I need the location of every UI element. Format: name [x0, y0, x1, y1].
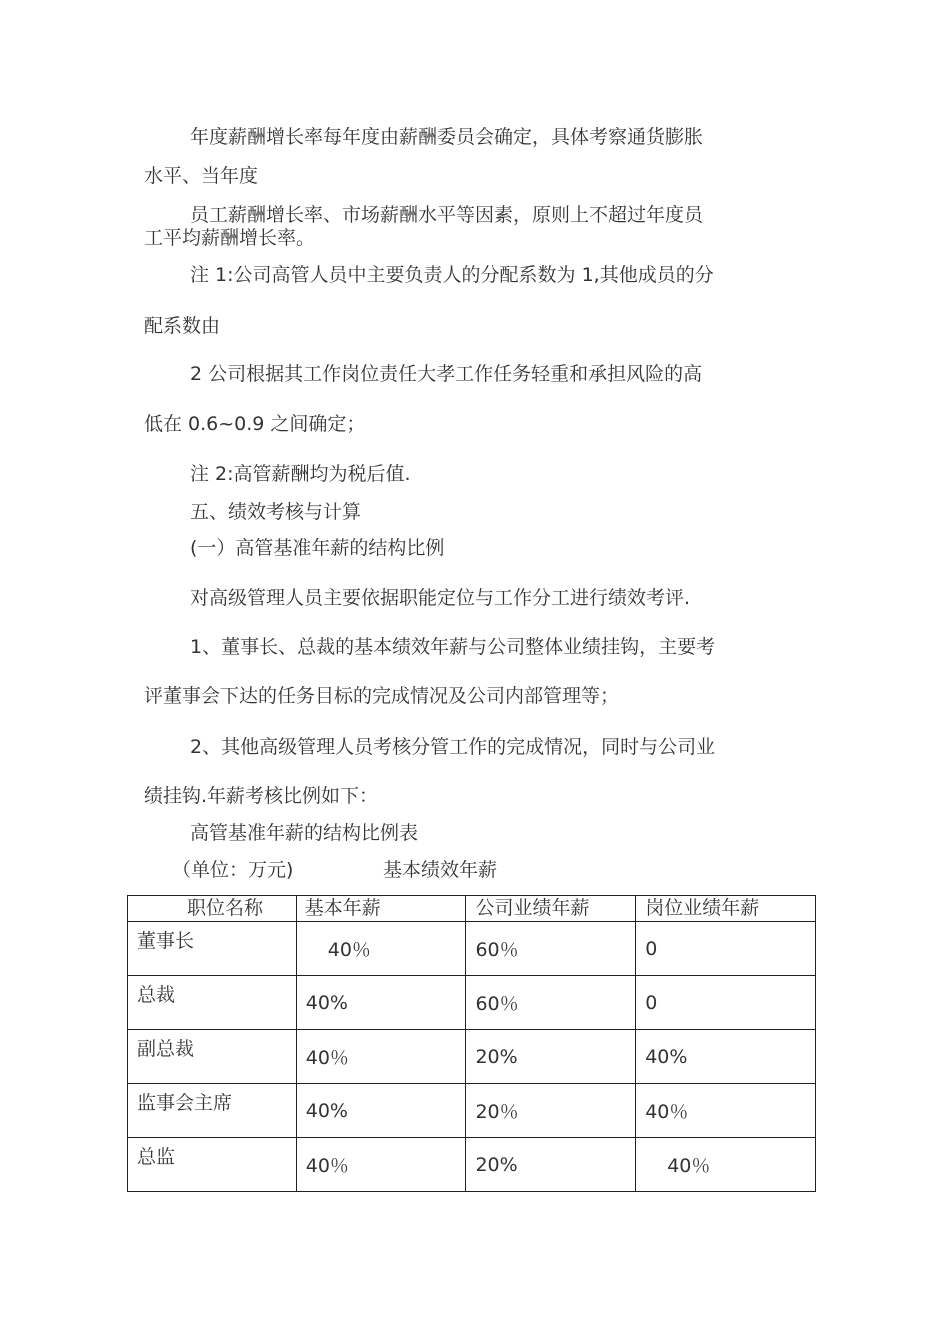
- paragraph-line: 水平、当年度: [144, 165, 259, 187]
- note-2-line: 注 2:高管薪酬均为税后值.: [190, 463, 411, 485]
- table-row: [128, 1084, 816, 1138]
- cell-base: 40％: [296, 1138, 466, 1192]
- cell-company: 20%: [466, 1030, 636, 1084]
- header-position: 职位名称: [128, 896, 297, 922]
- cell-position: 董事长: [128, 922, 297, 976]
- table-row: [128, 1138, 816, 1192]
- header-base-salary: 基本年薪: [296, 896, 466, 922]
- cell-company: 60％: [466, 922, 636, 976]
- subsection-heading: (一）高管基准年薪的结构比例: [190, 537, 445, 559]
- section-heading: 五、绩效考核与计算: [190, 501, 362, 523]
- note-1-line: 注 1:公司高管人员中主要负责人的分配系数为 1,其他成员的分: [190, 264, 714, 286]
- unit-label: （单位：万元): [172, 859, 294, 881]
- cell-position: 总监: [128, 1138, 297, 1192]
- cell-position: 总裁: [128, 976, 297, 1030]
- cell-post: 40%: [636, 1030, 816, 1084]
- list-item-2: 2、其他高级管理人员考核分管工作的完成情况，同时与公司业: [190, 736, 716, 758]
- paragraph-line: 员工薪酬增长率、市场薪酬水平等因素，原则上不超过年度员: [190, 204, 704, 226]
- cell-post: 40％: [636, 1138, 816, 1192]
- cell-base: 40%: [296, 976, 466, 1030]
- cell-post: 40％: [636, 1084, 816, 1138]
- cell-base: 40%: [296, 1084, 466, 1138]
- paragraph-line: 对高级管理人员主要依据职能定位与工作分工进行绩效考评.: [190, 587, 691, 609]
- paragraph-line: 工平均薪酬增长率。: [144, 227, 316, 249]
- cell-position: 副总裁: [128, 1030, 297, 1084]
- table-title: 高管基准年薪的结构比例表: [190, 822, 419, 844]
- cell-company: 20%: [466, 1138, 636, 1192]
- header-post-performance: 岗位业绩年薪: [636, 896, 816, 922]
- list-item-2-cont: 绩挂钩.年薪考核比例如下：: [144, 785, 379, 807]
- header-company-performance: 公司业绩年薪: [466, 896, 636, 922]
- paragraph-line: 配系数由: [144, 315, 221, 337]
- table-subtitle: 基本绩效年薪: [383, 859, 498, 881]
- cell-post: 0: [636, 976, 816, 1030]
- cell-position: 监事会主席: [128, 1084, 297, 1138]
- table-row: [128, 976, 816, 1030]
- salary-structure-table: [127, 895, 816, 1192]
- paragraph-line: 年度薪酬增长率每年度由薪酬委员会确定，具体考察通货膨胀: [190, 126, 704, 148]
- list-item-1-cont: 评董事会下达的任务目标的完成情况及公司内部管理等；: [144, 685, 620, 707]
- table-header-row: [128, 896, 816, 922]
- cell-company: 20％: [466, 1084, 636, 1138]
- paragraph-line: 低在 0.6~0.9 之间确定；: [144, 413, 366, 435]
- cell-company: 60％: [466, 976, 636, 1030]
- cell-base: 40％: [296, 922, 466, 976]
- list-item-1: 1、董事长、总裁的基本绩效年薪与公司整体业绩挂钩，主要考: [190, 636, 716, 658]
- table-row: [128, 1030, 816, 1084]
- paragraph-line: 2 公司根据其工作岗位责任大孝工作任务轻重和承担风险的高: [190, 363, 703, 385]
- table-row: [128, 922, 816, 976]
- cell-post: 0: [636, 922, 816, 976]
- cell-base: 40％: [296, 1030, 466, 1084]
